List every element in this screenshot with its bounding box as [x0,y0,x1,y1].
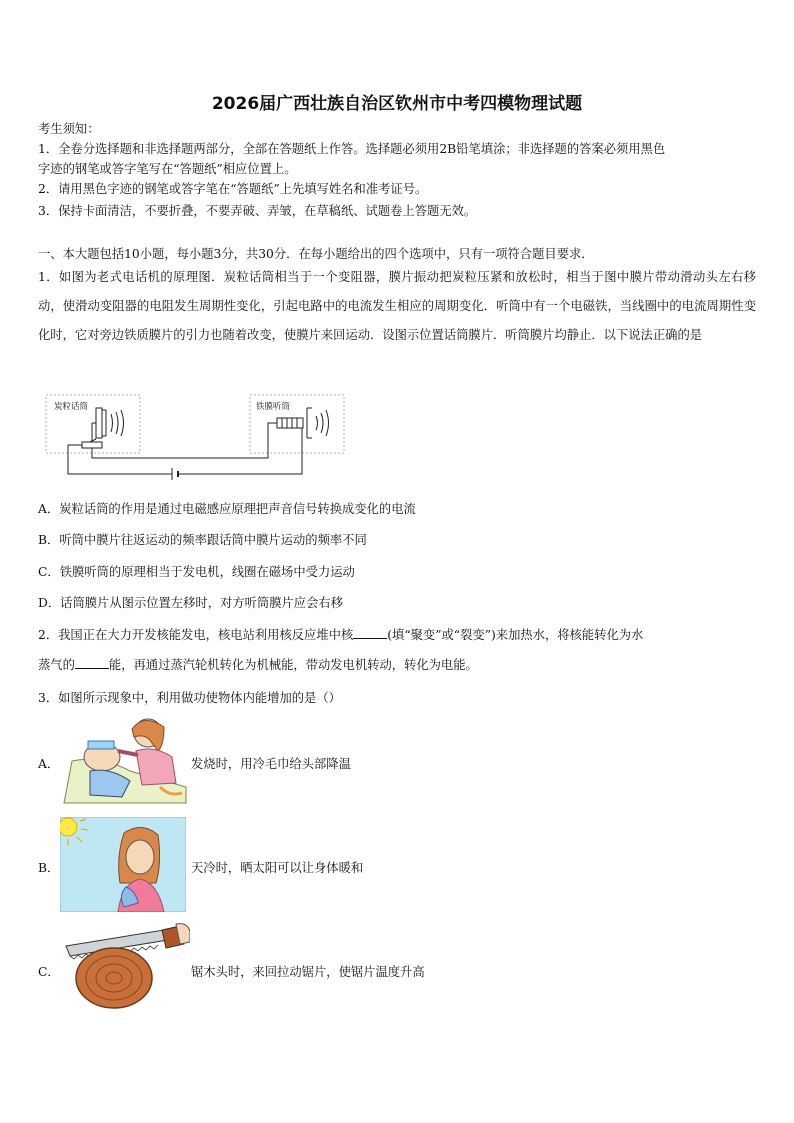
question-2-line-2 [38,655,478,673]
question-2-text-1: 2．我国正在大力开发核能发电，核电站利用核反应堆中核 [38,628,354,642]
page-title: 2026届广西壮族自治区钦州市中考四模物理试题 [211,94,583,114]
question-3-option-b-label: B． [38,861,60,875]
question-1-option-d: D．话筒膜片从图示位置左移时，对方听筒膜片应会右移 [38,596,343,610]
circuit-wires [68,423,302,474]
question-2-text-3: 蒸气的 [38,658,75,672]
sunbathing-illustration [60,817,186,912]
question-1-option-c: C．铁膜听筒的原理相当于发电机，线圈在磁场中受力运动 [38,565,355,579]
notice-item-1-cont: 字迹的钢笔或答字笔写在“答题纸”相应位置上。 [38,162,297,176]
telephone-circuit-diagram [44,392,346,484]
question-1-option-a: A．炭粒话筒的作用是通过电磁感应原理把声音信号转换成变化的电流 [38,502,416,516]
battery-icon [172,468,180,480]
notice-item-3: 3．保持卡面清洁，不要折叠，不要弄破、弄皱，在草稿纸、试题卷上答题无效。 [38,204,477,218]
question-3-option-c-label: C． [38,965,60,979]
earpiece-label: 铁膜听筒 [256,402,291,412]
cold-towel-illustration [60,711,188,805]
section-heading: 一、本大题包括10小题，每小题3分，共30分．在每小题给出的四个选项中，只有一项符合题目要求． [38,247,594,261]
question-2-line-1 [38,625,643,643]
question-1-stem: 1．如图为老式电话机的原理图．炭粒话筒相当于一个变阻器，膜片振动把炭粒压紧和放松时，相当于图中膜片带动滑动头左右移动，使滑动变阻器的电阻发生周期性变化，引起电路中的电流发生相应的周期变化．听筒中有一个电磁铁，当线圈中的电流周期性变化时，它对旁边铁质膜片的引力也随着改变，使膜片来回运动．设图示位置话筒膜片．听筒膜片均静止．以下说法正确的是 [38,270,756,342]
question-3-option-b-text: 天冷时，晒太阳可以让身体暖和 [191,861,364,875]
question-3-option-a-label: A． [38,757,60,771]
earpiece [277,408,329,438]
question-3-stem: 3．如图所示现象中，利用做功使物体内能增加的是（） [38,691,341,705]
question-3-option-c-text: 锯木头时，来回拉动锯片，使锯片温度升高 [191,965,425,979]
carbon-microphone [82,408,124,452]
sawing-wood-illustration [64,922,190,1010]
question-1-option-b: B．听筒中膜片往返运动的频率跟话筒中膜片运动的频率不同 [38,533,367,547]
question-2-text-2: (填“聚变”或“裂变”)来加热水，将核能转化为水 [387,628,644,642]
microphone-label: 炭粒话筒 [54,402,89,412]
notice-item-2: 2．请用黑色字迹的钢笔或答字笔在“答题纸”上先填写姓名和准考证号。 [38,182,428,196]
question-3-option-a-text: 发烧时，用冷毛巾给头部降温 [191,757,351,771]
notice-heading: 考生须知： [38,122,100,136]
question-2-text-4: 能，再通过蒸汽轮机转化为机械能，带动发电机转动，转化为电能。 [108,658,478,672]
answer-blank-2[interactable] [75,656,109,669]
answer-blank-1[interactable] [353,626,387,639]
notice-item-1: 1．全卷分选择题和非选择题两部分，全部在答题纸上作答。选择题必须用2B铅笔填涂；非选择题的答案必须用黑色 [38,142,666,156]
